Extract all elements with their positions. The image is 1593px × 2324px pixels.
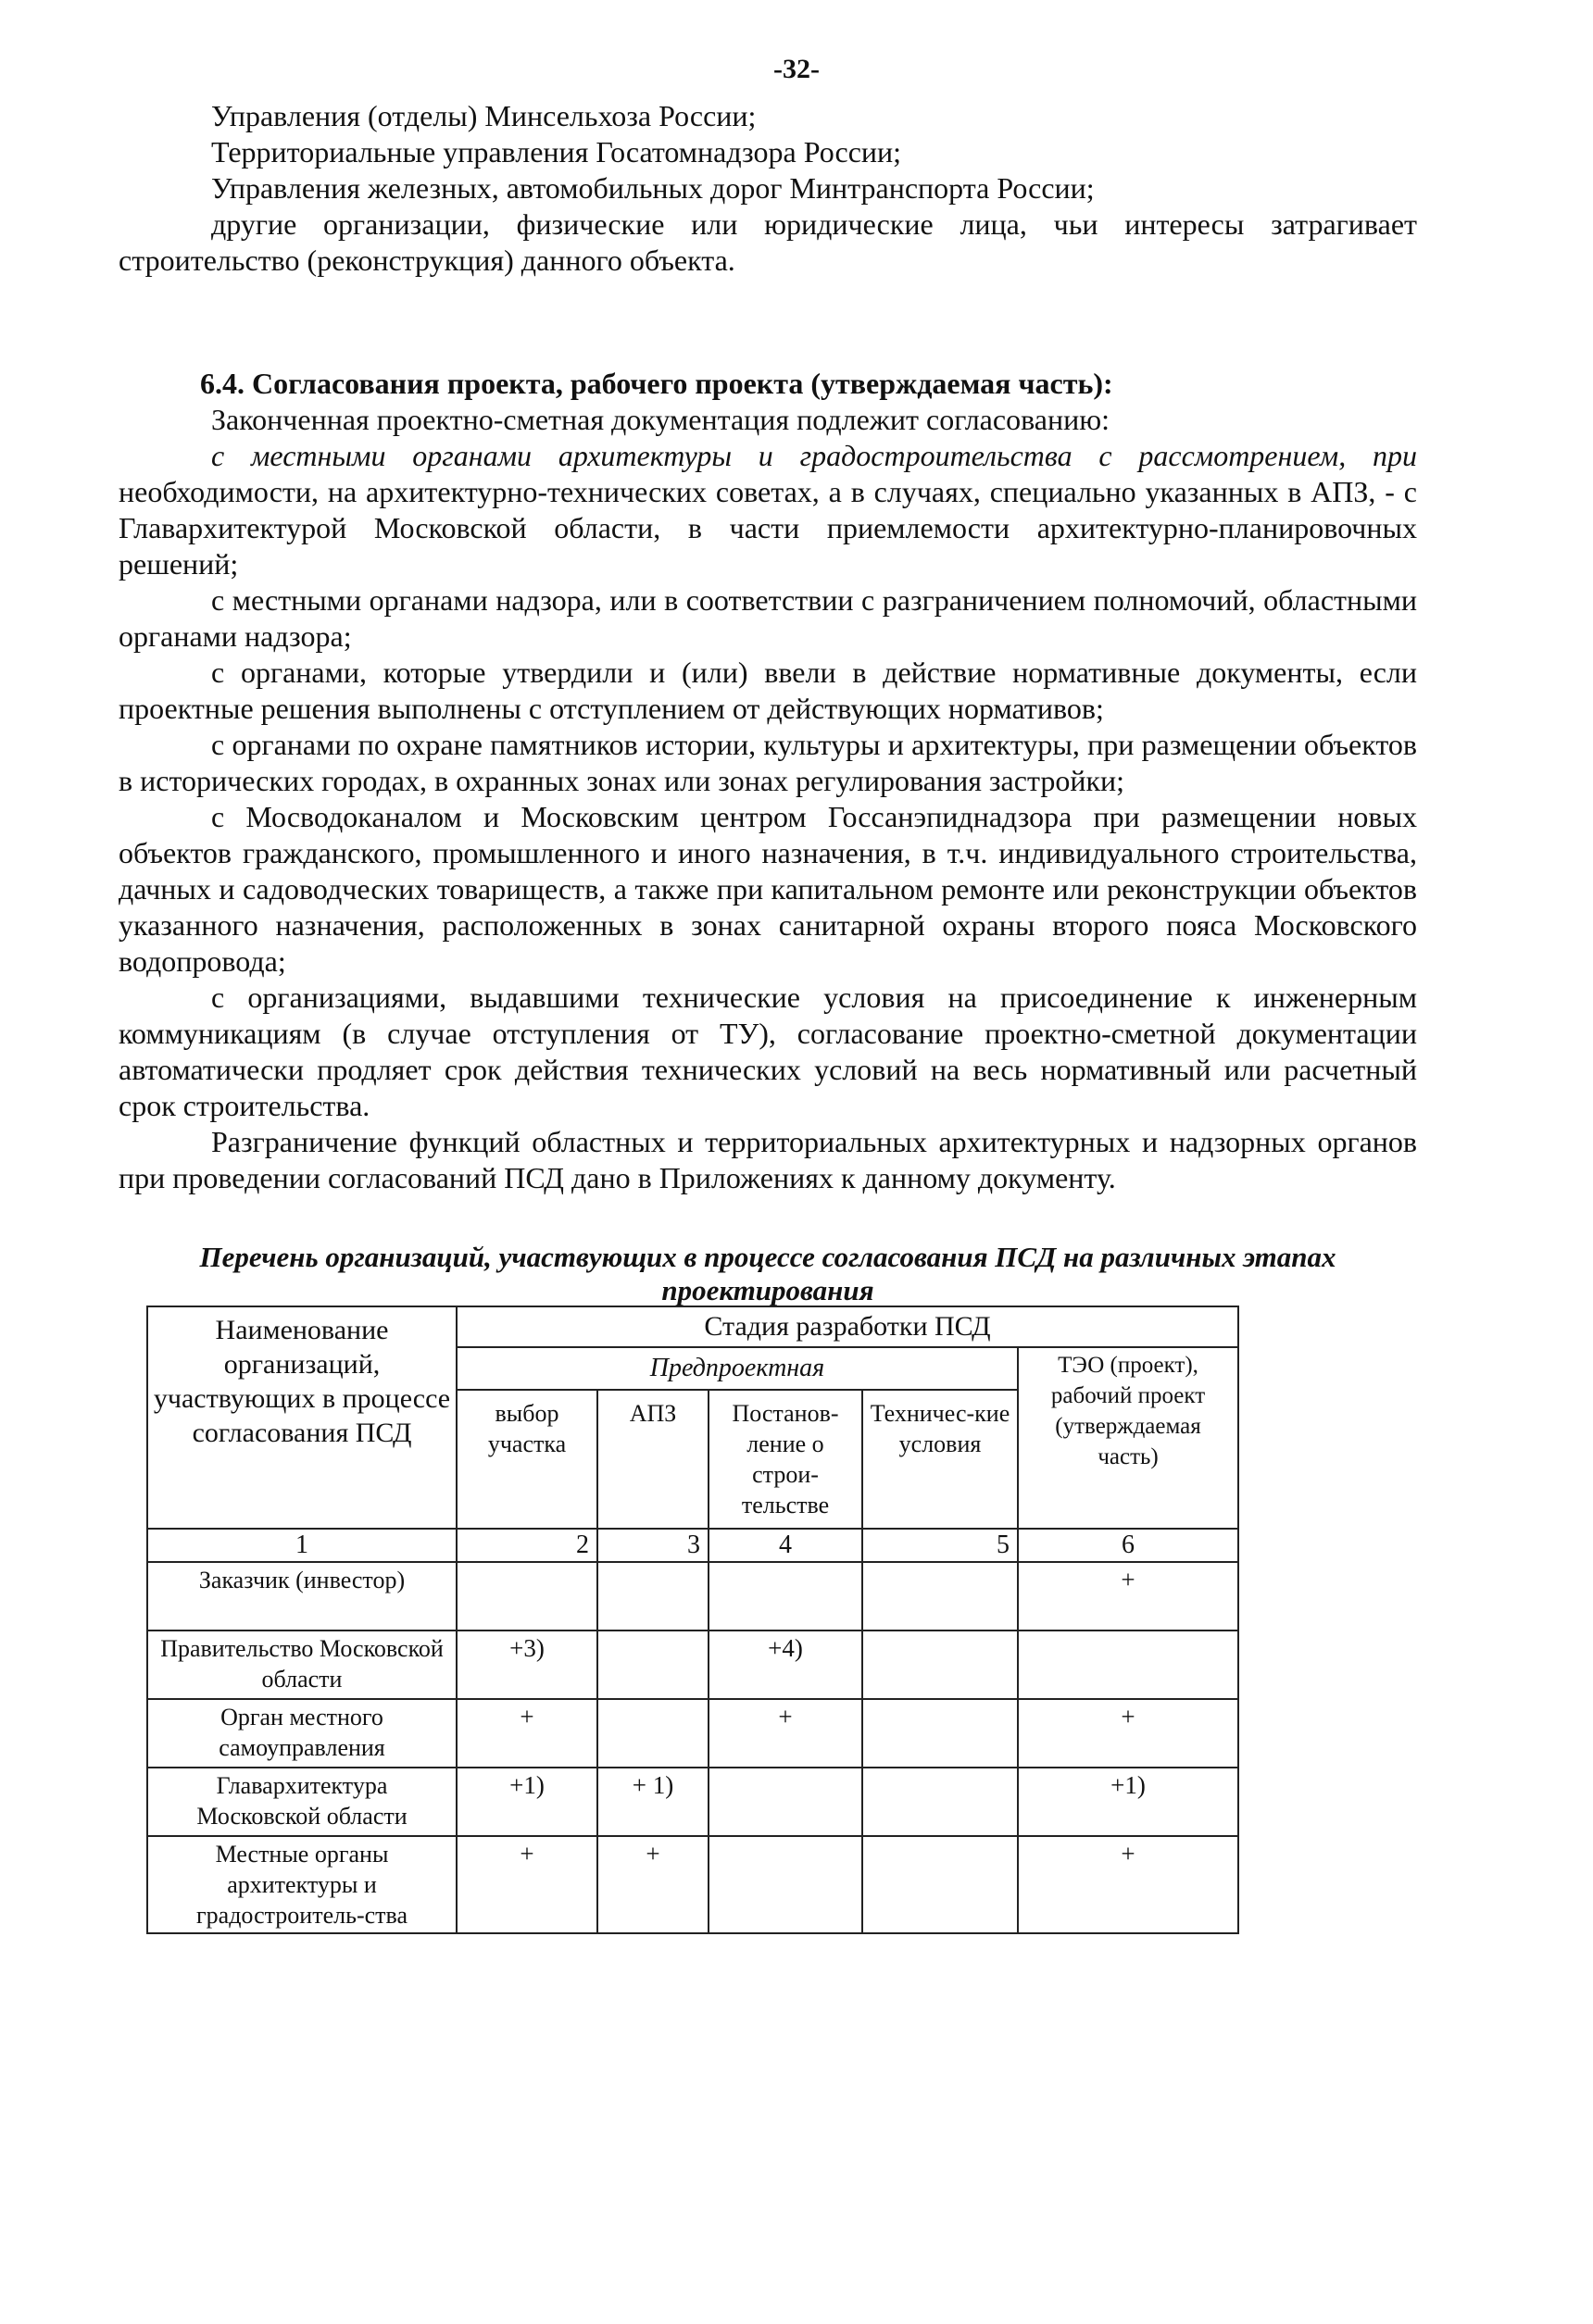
- organization-name: Правительство Московской области: [147, 1631, 457, 1699]
- table-cell: [862, 1562, 1018, 1631]
- column-number: 1: [147, 1529, 457, 1562]
- table-cell: +3): [457, 1631, 597, 1699]
- table-cell: [1018, 1631, 1238, 1699]
- table-cell: [862, 1836, 1018, 1933]
- table-cell: +: [1018, 1562, 1238, 1631]
- column-number: 6: [1018, 1529, 1238, 1562]
- table-cell: +: [1018, 1699, 1238, 1768]
- column-number: 4: [709, 1529, 862, 1562]
- table-cell: +4): [709, 1631, 862, 1699]
- paragraph-architecture: [119, 438, 1417, 582]
- table-cell: [709, 1768, 862, 1836]
- section-lead: Законченная проектно-сметная документация подлежит согласованию:: [211, 403, 1110, 436]
- table-cell: +: [597, 1836, 709, 1933]
- organization-name: Заказчик (инвестор): [147, 1562, 457, 1631]
- paragraph-normative: с органами, которые утвердили и (или) ввели в действие нормативные документы, если проектные решения выполнены с отступлением от действующих нормативов;: [119, 656, 1417, 725]
- header-tech-conditions: Техничес-кие условия: [862, 1390, 1018, 1529]
- header-pre-project: Предпроектная: [457, 1347, 1018, 1390]
- header-teo: ТЭО (проект), рабочий проект (утверждаемая часть): [1018, 1347, 1238, 1529]
- header-stage: Стадия разработки ПСД: [457, 1306, 1238, 1347]
- table-row: [147, 1631, 1238, 1699]
- paragraph-supervision: с местными органами надзора, или в соответствии с разграничением полномочий, областными органами надзора;: [119, 583, 1417, 653]
- organization-name: Орган местного самоуправления: [147, 1699, 457, 1768]
- table-row: [147, 1768, 1238, 1836]
- table-cell: [862, 1631, 1018, 1699]
- table-cell: [597, 1562, 709, 1631]
- paragraph-water: с Мосводоканалом и Московским центром Госсанэпиднадзора при размещении новых объектов гражданского, промышленного и иного назначения, в т.ч. индивидуального строительства, дачных и садоводческих товариществ, а также при капитальном ремонте или реконструкции объектов указанного назначения, расположенных в зонах санитарной охраны второго пояса Московского водопровода;: [119, 800, 1417, 978]
- paragraph-functions: Разграничение функций областных и территориальных архитектурных и надзорных органов при проведении согласований ПСД дано в Приложениях к данному документу.: [119, 1125, 1417, 1194]
- paragraph-tech-conditions: с организациями, выдавшими технические условия на присоединение к инженерным коммуникациям (в случае отступления от ТУ), согласование проектно-сметной документации автоматически продляет срок действия технических условий на весь нормативный или расчетный срок строительства.: [119, 981, 1417, 1122]
- table-row: [147, 1562, 1238, 1631]
- table-cell: +: [709, 1699, 862, 1768]
- intro-paragraph: другие организации, физические или юридические лица, чьи интересы затрагивает строительство (реконструкция) данного объекта.: [119, 207, 1417, 277]
- header-site-selection: выбор участка: [457, 1390, 597, 1529]
- table-row: [147, 1836, 1238, 1933]
- table-cell: +: [1018, 1836, 1238, 1933]
- approval-table: [146, 1306, 1239, 1934]
- table-title: Перечень организаций, участвующих в процессе согласования ПСД на различных этапах проектирования: [199, 1241, 1336, 1306]
- table-row: [147, 1699, 1238, 1768]
- organization-name: Главархитектура Московской области: [147, 1768, 457, 1836]
- section-heading: 6.4. Согласования проекта, рабочего проекта (утверждаемая часть):: [200, 367, 1113, 400]
- header-apz: АПЗ: [597, 1390, 709, 1529]
- table-cell: [862, 1699, 1018, 1768]
- intro-line: Управления железных, автомобильных дорог Минтранспорта России;: [211, 171, 1095, 205]
- table-cell: [862, 1768, 1018, 1836]
- intro-line: Территориальные управления Госатомнадзора России;: [211, 135, 902, 169]
- table-cell: +1): [457, 1768, 597, 1836]
- header-organization: Наименование организаций, участвующих в процессе согласования ПСД: [147, 1306, 457, 1529]
- page-number: -32-: [773, 54, 820, 84]
- paragraph-italic-lead: с местными органами архитектуры и градостроительства с рассмотрением, при: [211, 439, 1417, 472]
- table-cell: +: [457, 1836, 597, 1933]
- table-cell: +: [457, 1699, 597, 1768]
- table-cell: [709, 1836, 862, 1933]
- section-6-4: [119, 366, 1417, 1196]
- paragraph-text: необходимости, на архитектурно-технических советах, а в случаях, специально указанных в АПЗ, - с Главархитектурой Московской области, в части приемлемости архитектурно-планировочных решений;: [119, 475, 1417, 581]
- table-cell: [457, 1562, 597, 1631]
- column-number: 2: [457, 1529, 597, 1562]
- intro-line: Управления (отделы) Минсельхоза России;: [211, 99, 757, 132]
- table-cell: [597, 1699, 709, 1768]
- paragraph-monuments: с органами по охране памятников истории, культуры и архитектуры, при размещении объектов в исторических городах, в охранных зонах или зонах регулирования застройки;: [119, 728, 1417, 797]
- column-number: 3: [597, 1529, 709, 1562]
- column-number: 5: [862, 1529, 1018, 1562]
- intro-block: [119, 98, 1417, 279]
- table-cell: +1): [1018, 1768, 1238, 1836]
- table-cell: [597, 1631, 709, 1699]
- organization-name: Местные органы архитектуры и градостроитель-ства: [147, 1836, 457, 1933]
- header-resolution: Постанов-ление о строи-тельстве: [709, 1390, 862, 1529]
- table-cell: [709, 1562, 862, 1631]
- table-cell: + 1): [597, 1768, 709, 1836]
